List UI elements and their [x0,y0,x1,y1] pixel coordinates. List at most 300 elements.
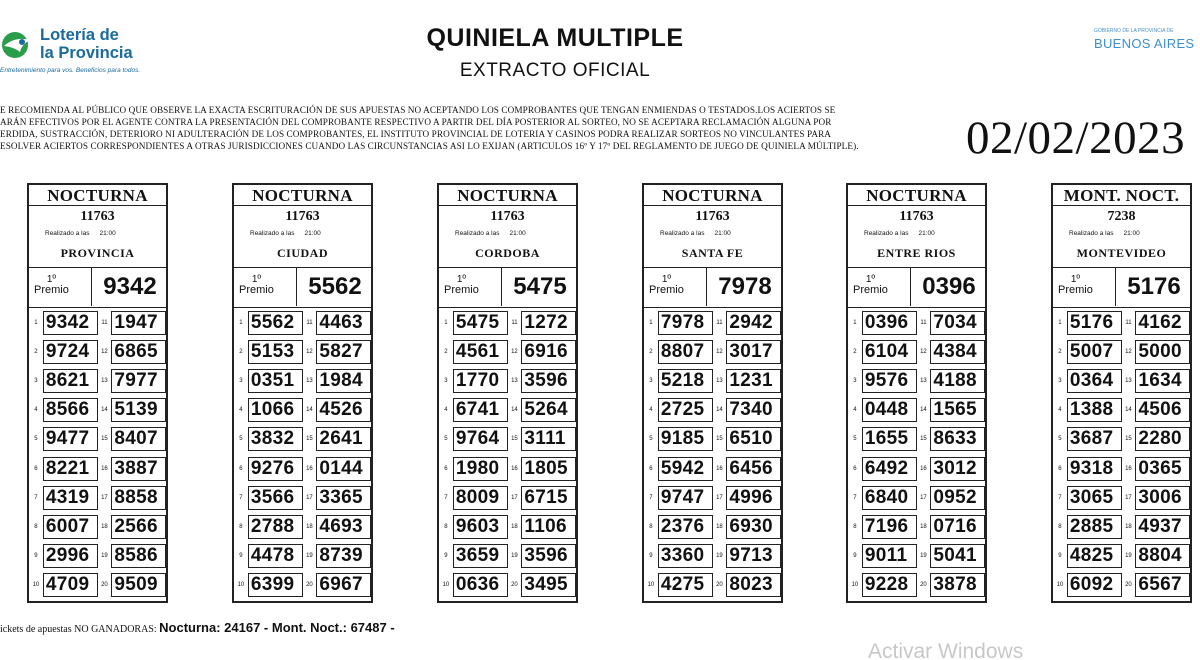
result-row [234,542,371,571]
position-number: 8 [239,523,243,530]
first-prize [848,268,985,308]
result-number: 9477 [43,427,98,451]
result-number: 0396 [862,311,917,335]
result-number: 3017 [726,340,781,364]
result-row [234,366,371,395]
result-number: 8566 [43,398,98,422]
result-number: 6092 [1067,573,1122,597]
result-number: 4478 [248,544,303,568]
first-prize-label [1058,274,1093,296]
result-number: 5000 [1135,340,1190,364]
result-number: 1805 [521,457,576,481]
result-number: 7034 [930,311,985,335]
result-number: 5176 [1067,311,1122,335]
result-number: 3012 [930,457,985,481]
position-number: 6 [34,465,38,472]
jurisdiction: SANTA FE [644,240,781,268]
result-row [1053,366,1190,395]
first-prize-ordinal: 1º [661,274,672,285]
result-row [848,396,985,425]
result-number: 9576 [862,369,917,393]
position-number: 12 [716,348,723,355]
disclaimer-line: E RECOMIENDA AL PÚBLICO QUE OBSERVE LA EXACTA ESCRITURACIÓN DE SUS APUESTAS NO ACEPTANDO LOS COMPROBANTES QUE TENGAN ENMIENDAS O TESTADOS.LOS ACIERTOS SE [0,105,836,115]
result-number: 5827 [316,340,371,364]
result-number: 6916 [521,340,576,364]
position-number: 15 [101,436,108,443]
position-number: 6 [444,465,448,472]
position-number: 7 [1058,494,1062,501]
result-number: 4996 [726,486,781,510]
position-number: 5 [853,436,857,443]
result-number: 1634 [1135,369,1190,393]
position-number: 13 [101,377,108,384]
result-number: 2280 [1135,427,1190,451]
logo-tagline: Entretenimiento para vos. Beneficios para todos. [0,67,141,74]
position-number: 19 [920,553,927,560]
result-number: 0364 [1067,369,1122,393]
result-number: 0351 [248,369,303,393]
result-row [644,512,781,541]
position-number: 15 [716,436,723,443]
result-number: 6007 [43,515,98,539]
position-number: 4 [853,407,857,414]
result-number: 1770 [453,369,508,393]
draw-type: NOCTURNA [234,185,371,206]
result-number: 4384 [930,340,985,364]
draw-date: 02/02/2023 [966,112,1186,164]
result-number: 4825 [1067,544,1122,568]
result-number: 6492 [862,457,917,481]
draw-time-value: 21:00 [714,230,731,237]
result-row [234,308,371,337]
position-number: 1 [1058,319,1062,326]
draw-time-value: 21:00 [509,230,526,237]
position-number: 13 [920,377,927,384]
disclaimer-line: ESOLVER ACIERTOS CORRESPONDIENTES A OTRAS JURISDICCIONES CUANDO LAS CIRCUNSTANCIAS ASI LO EXIJAN (ARTICULOS 16º Y 17º DEL REGLAMENTO DE JUEGO DE QUINIELA MÚLTIPLE). [0,141,859,151]
draw-time [1053,228,1190,240]
position-number: 12 [1125,348,1132,355]
result-number: 3596 [521,369,576,393]
position-number: 1 [239,319,243,326]
result-row [439,396,576,425]
result-number: 2376 [658,515,713,539]
result-number: 6741 [453,398,508,422]
result-row [29,571,166,600]
result-row [439,483,576,512]
position-number: 3 [853,377,857,384]
result-row [439,542,576,571]
position-number: 16 [101,465,108,472]
result-number: 3887 [111,457,166,481]
first-prize-label [649,274,684,296]
draw-time [644,228,781,240]
position-number: 3 [649,377,653,384]
logo-text-line2: la Provincia [40,44,133,62]
result-row [644,337,781,366]
first-prize-word: Premio [649,284,684,296]
position-number: 18 [716,523,723,530]
position-number: 5 [239,436,243,443]
result-row [439,366,576,395]
result-number: 1655 [862,427,917,451]
result-number: 6510 [726,427,781,451]
position-number: 14 [1125,407,1132,414]
result-number: 6715 [521,486,576,510]
result-number: 4162 [1135,311,1190,335]
result-number: 4561 [453,340,508,364]
position-number: 8 [444,523,448,530]
buenos-aires-logo [1094,28,1200,51]
result-card [27,183,168,603]
position-number: 14 [716,407,723,414]
position-number: 8 [1058,523,1062,530]
position-number: 20 [306,582,313,589]
position-number: 10 [1056,582,1064,589]
result-number: 5153 [248,340,303,364]
result-number: 1565 [930,398,985,422]
draw-time-label: Realizado a las [660,230,705,237]
position-number: 9 [649,553,653,560]
result-number: 9318 [1067,457,1122,481]
position-number: 15 [920,436,927,443]
disclaimer-line: ARÁN EFECTIVOS POR EL AGENTE CONTRA LA PRESENTACIÓN DEL COMPROBANTE RESPECTIVO A PARTIR DEL DÍA POSTERIOR AL SORTEO, NO SE ACEPTARA RECLAMACIÓN ALGUNA POR [0,117,832,127]
result-card [642,183,783,603]
position-number: 9 [853,553,857,560]
result-number: 6967 [316,573,371,597]
draw-number: 7238 [1107,209,1136,224]
first-prize-value: 5562 [296,268,373,306]
position-number: 4 [34,407,38,414]
result-row [644,308,781,337]
result-number: 0636 [453,573,508,597]
draw-number: 11763 [285,209,320,224]
result-row [1053,571,1190,600]
draw-time-value: 21:00 [1123,230,1140,237]
position-number: 5 [1058,436,1062,443]
first-prize-label [34,274,69,296]
result-number: 9185 [658,427,713,451]
first-prize-ordinal: 1º [1070,274,1081,285]
result-number: 8221 [43,457,98,481]
position-number: 17 [511,494,518,501]
result-number: 8858 [111,486,166,510]
result-row [848,454,985,483]
result-number: 5475 [453,311,508,335]
logo-text-line1: Lotería de [40,26,119,44]
result-row [439,425,576,454]
position-number: 2 [239,348,243,355]
result-number: 3687 [1067,427,1122,451]
position-number: 10 [851,582,859,589]
position-number: 3 [239,377,243,384]
non-winning-tickets [0,620,395,635]
result-number: 5007 [1067,340,1122,364]
result-number: 2942 [726,311,781,335]
result-number: 5942 [658,457,713,481]
result-row [234,483,371,512]
position-number: 13 [1125,377,1132,384]
result-number: 9747 [658,486,713,510]
result-number: 0952 [930,486,985,510]
results-list [644,308,781,600]
result-row [644,425,781,454]
position-number: 8 [649,523,653,530]
position-number: 14 [101,407,108,414]
result-number: 4506 [1135,398,1190,422]
position-number: 3 [444,377,448,384]
result-row [439,308,576,337]
result-number: 8023 [726,573,781,597]
result-row [29,396,166,425]
first-prize-value: 5176 [1115,268,1192,306]
position-number: 10 [237,582,245,589]
draw-type: NOCTURNA [848,185,985,206]
result-number: 8739 [316,544,371,568]
result-row [29,366,166,395]
result-number: 5562 [248,311,303,335]
result-number: 3878 [930,573,985,597]
position-number: 18 [1125,523,1132,530]
position-number: 15 [511,436,518,443]
position-number: 19 [511,553,518,560]
jurisdiction: ENTRE RIOS [848,240,985,268]
result-number: 3006 [1135,486,1190,510]
disclaimer-line: ERDIDA, SUSTRACCIÓN, DETERIORO NI ADULTERACIÓN DE LOS COMPROBANTES, EL INSTITUTO PROVINCIAL DE LOTERIA Y CASINOS PODRA REALIZAR SORTEOS NO VINCULANTES PARA [0,129,832,139]
draw-number: 11763 [899,209,934,224]
result-number: 3832 [248,427,303,451]
first-prize-value: 7978 [706,268,783,306]
position-number: 3 [1058,377,1062,384]
draw-time-value: 21:00 [918,230,935,237]
position-number: 2 [649,348,653,355]
loteria-logo-icon [0,30,36,60]
result-card [437,183,578,603]
result-number: 4188 [930,369,985,393]
first-prize-value: 5475 [501,268,578,306]
result-number: 8804 [1135,544,1190,568]
position-number: 6 [239,465,243,472]
position-number: 15 [306,436,313,443]
position-number: 14 [306,407,313,414]
position-number: 1 [649,319,653,326]
position-number: 5 [649,436,653,443]
first-prize-ordinal: 1º [251,274,262,285]
result-row [29,512,166,541]
result-row [848,542,985,571]
first-prize [29,268,166,308]
position-number: 18 [920,523,927,530]
position-number: 4 [649,407,653,414]
draw-time-label: Realizado a las [455,230,500,237]
position-number: 16 [511,465,518,472]
position-number: 13 [511,377,518,384]
result-row [848,512,985,541]
position-number: 9 [239,553,243,560]
first-prize-word: Premio [853,284,888,296]
result-row [1053,308,1190,337]
result-number: 3360 [658,544,713,568]
result-row [29,308,166,337]
position-number: 2 [1058,348,1062,355]
position-number: 5 [34,436,38,443]
position-number: 8 [34,523,38,530]
result-number: 5218 [658,369,713,393]
position-number: 17 [1125,494,1132,501]
result-row [848,571,985,600]
position-number: 16 [716,465,723,472]
result-number: 4693 [316,515,371,539]
position-number: 18 [306,523,313,530]
position-number: 13 [716,377,723,384]
result-number: 3111 [521,427,576,451]
first-prize-ordinal: 1º [46,274,57,285]
position-number: 2 [34,348,38,355]
result-row [644,542,781,571]
position-number: 17 [716,494,723,501]
position-number: 2 [853,348,857,355]
first-prize-word: Premio [34,284,69,296]
result-number: 4709 [43,573,98,597]
result-number: 2566 [111,515,166,539]
position-number: 4 [239,407,243,414]
result-number: 9764 [453,427,508,451]
first-prize-word: Premio [1058,284,1093,296]
first-prize-word: Premio [444,284,479,296]
result-row [1053,542,1190,571]
result-row [1053,425,1190,454]
position-number: 16 [1125,465,1132,472]
position-number: 14 [920,407,927,414]
result-row [234,425,371,454]
result-number: 3566 [248,486,303,510]
result-number: 1231 [726,369,781,393]
draw-time-value: 21:00 [304,230,321,237]
position-number: 1 [34,319,38,326]
result-number: 9011 [862,544,917,568]
result-number: 3365 [316,486,371,510]
result-number: 9276 [248,457,303,481]
result-row [1053,483,1190,512]
gov-caption: GOBIERNO DE LA PROVINCIA DE [1094,28,1174,34]
position-number: 7 [649,494,653,501]
result-number: 7196 [862,515,917,539]
result-number: 6567 [1135,573,1190,597]
result-number: 5041 [930,544,985,568]
result-number: 1980 [453,457,508,481]
position-number: 10 [647,582,655,589]
result-number: 7340 [726,398,781,422]
position-number: 5 [444,436,448,443]
results-list [1053,308,1190,600]
first-prize-ordinal: 1º [865,274,876,285]
position-number: 7 [34,494,38,501]
draw-time-label: Realizado a las [1069,230,1114,237]
position-number: 12 [920,348,927,355]
position-number: 16 [306,465,313,472]
result-number: 9509 [111,573,166,597]
position-number: 13 [306,377,313,384]
result-number: 9724 [43,340,98,364]
result-number: 0144 [316,457,371,481]
result-row [1053,454,1190,483]
result-row [644,454,781,483]
disclaimer [0,104,955,152]
result-row [29,542,166,571]
result-number: 2885 [1067,515,1122,539]
result-number: 8009 [453,486,508,510]
result-row [439,337,576,366]
result-number: 2996 [43,544,98,568]
result-number: 1272 [521,311,576,335]
first-prize-word: Premio [239,284,274,296]
position-number: 9 [1058,553,1062,560]
result-number: 7978 [658,311,713,335]
position-number: 20 [920,582,927,589]
result-number: 6399 [248,573,303,597]
position-number: 4 [444,407,448,414]
result-row [644,483,781,512]
position-number: 20 [101,582,108,589]
position-number: 7 [444,494,448,501]
result-number: 6456 [726,457,781,481]
windows-activation-watermark: Activar Windows [868,640,1024,660]
position-number: 14 [511,407,518,414]
result-row [848,366,985,395]
position-number: 19 [101,553,108,560]
result-number: 1066 [248,398,303,422]
jurisdiction: PROVINCIA [29,240,166,268]
result-row [848,425,985,454]
position-number: 12 [101,348,108,355]
result-number: 1984 [316,369,371,393]
results-list [29,308,166,600]
first-prize-value: 0396 [910,268,987,306]
first-prize-label [853,274,888,296]
result-number: 4275 [658,573,713,597]
position-number: 1 [853,319,857,326]
first-prize [234,268,371,308]
result-row [439,454,576,483]
position-number: 16 [920,465,927,472]
result-number: 3596 [521,544,576,568]
position-number: 9 [444,553,448,560]
result-number: 2641 [316,427,371,451]
result-number: 9342 [43,311,98,335]
position-number: 20 [716,582,723,589]
draw-time [234,228,371,240]
result-row [29,483,166,512]
result-number: 5139 [111,398,166,422]
result-row [29,425,166,454]
result-number: 4526 [316,398,371,422]
first-prize [1053,268,1190,308]
jurisdiction: MONTEVIDEO [1053,240,1190,268]
result-number: 3495 [521,573,576,597]
result-row [234,396,371,425]
result-number: 8586 [111,544,166,568]
result-number: 2788 [248,515,303,539]
position-number: 2 [444,348,448,355]
result-number: 0365 [1135,457,1190,481]
position-number: 20 [1125,582,1132,589]
draw-time-label: Realizado a las [45,230,90,237]
footer-values: Nocturna: 24167 - Mont. Noct.: 67487 - [159,620,395,635]
result-number: 0448 [862,398,917,422]
result-number: 1106 [521,515,576,539]
position-number: 6 [1058,465,1062,472]
first-prize-ordinal: 1º [456,274,467,285]
result-row [1053,512,1190,541]
